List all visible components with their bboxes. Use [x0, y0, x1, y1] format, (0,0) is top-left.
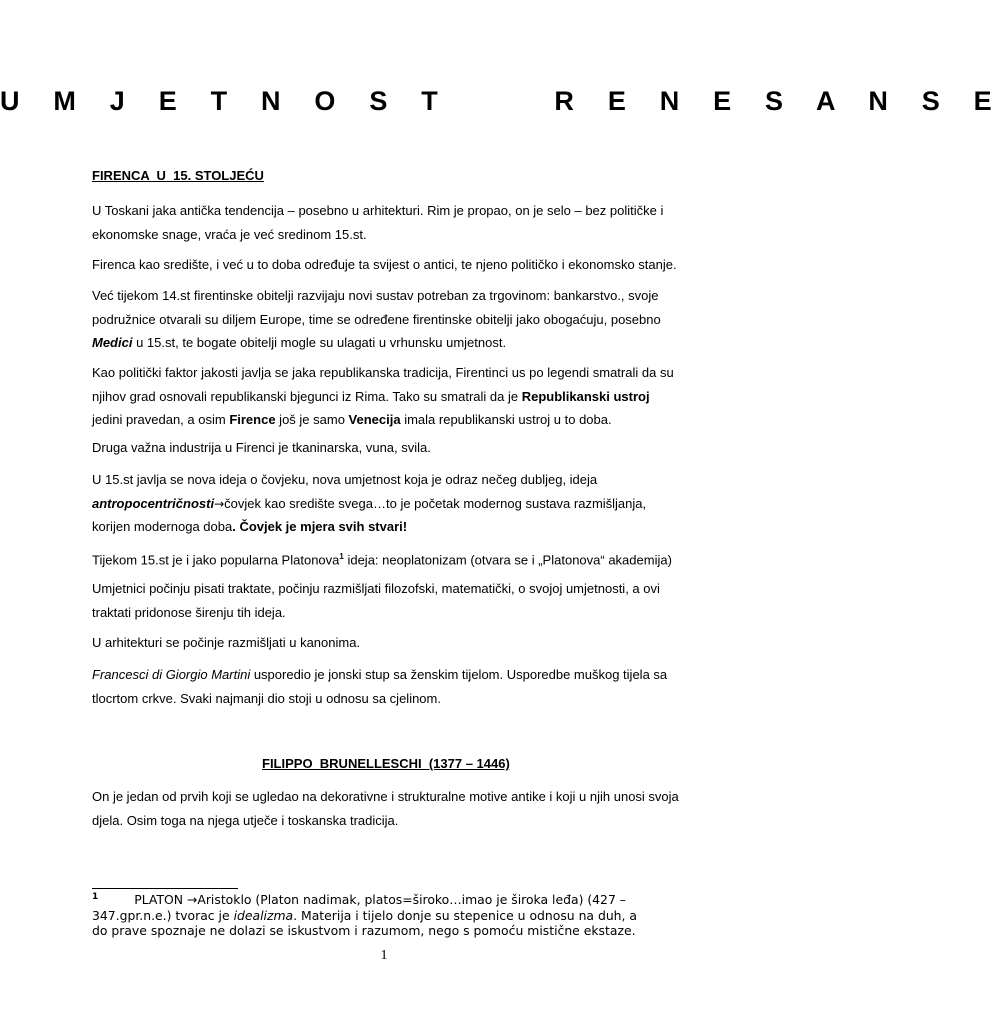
paragraph-line: U Toskani jaka antička tendencija – posebno u arhitekturi. Rim je propao, on je selo – bez političke i [92, 203, 664, 218]
paragraph-text: korijen modernoga doba [92, 519, 233, 534]
bold-term: Republikanski ustroj [521, 388, 650, 404]
footnote-text: Aristoklo (Platon nadimak, platos=široko…imao je široka leđa) (427 – [197, 892, 626, 908]
footnote-separator [92, 888, 238, 889]
section-heading-brunelleschi: FILIPPO BRUNELLESCHI (1377 – 1446) [262, 756, 510, 771]
paragraph-text: imala republikanski ustroj u to doba. [400, 412, 612, 427]
italic-name: Francesci di Giorgio Martini [92, 667, 251, 682]
paragraph-firenca-srediste [92, 253, 682, 277]
bold-term: Firence [229, 412, 276, 427]
footnote-reference[interactable]: 1 [339, 552, 344, 561]
paragraph-brunelleschi [92, 785, 682, 832]
right-arrow-icon: → [214, 496, 225, 511]
paragraph-line [92, 408, 682, 432]
section-heading-firenca: FIRENCA U 15. STOLJEĆU [92, 168, 264, 183]
paragraph-line: U arhitekturi se počinje razmišljati u kanonima. [92, 635, 361, 650]
paragraph-line: Već tijekom 14.st firentinske obitelji razvijaju novi sustav potreban za trgovinom: bankarstvo., svoje [92, 288, 659, 303]
paragraph-text: čovjek kao središte svega…to je početak modernog sustava razmišljanja, [224, 495, 647, 511]
paragraph-line [92, 331, 682, 355]
paragraph-line: Firenca kao središte, i već u to doba određuje ta svijest o antici, te njeno političko i ekonomsko stanje. [92, 257, 677, 272]
footnote-line [92, 890, 692, 908]
footnote-italic: idealizma [233, 907, 294, 923]
paragraph-republika [92, 361, 682, 432]
paragraph-line [92, 663, 682, 687]
paragraph-text: jedini pravedan, a osim [92, 412, 230, 427]
paragraph-antropocentricnost [92, 468, 682, 539]
footnote [92, 890, 692, 939]
paragraph-line [92, 492, 682, 516]
paragraph-text: u 15.st, te bogate obitelji mogle su ulagati u vrhunsku umjetnost. [132, 335, 507, 350]
bold-term: Venecija [348, 412, 401, 427]
paragraph-line [92, 515, 682, 539]
footnote-line: do prave spoznaje ne dolazi se iskustvom i razumom, nego s pomoću mistične ekstaze. [92, 923, 636, 939]
footnote-text: 347.gpr.n.e.) tvorac je [92, 907, 234, 923]
paragraph-line [92, 385, 682, 409]
paragraph-line: tlocrtom crkve. Svaki najmanji dio stoji u odnosu sa cjelinom. [92, 690, 441, 706]
paragraph-traktati [92, 577, 682, 624]
footnote-text: . Materija i tijelo donje su stepenice u odnosu na duh, a [293, 907, 637, 923]
document-title: U M J E T N O S T R E N E S A N S E [0, 86, 1005, 116]
paragraph-bankarstvo [92, 284, 682, 355]
paragraph-text: još je samo [275, 412, 349, 427]
paragraph-toskana [92, 199, 682, 246]
paragraph-line: On je jedan od prvih koji se ugledao na dekorativne i strukturalne motive antike i koji u njih unosi svoja [92, 789, 679, 804]
paragraph-text: njihov grad osnovali republikanski bjegunci iz Rima. Tako su smatrali da je [92, 388, 522, 404]
paragraph-line: ekonomske snage, vraća je već sredinom 15.st. [92, 226, 367, 242]
paragraph-line: Kao politički faktor jakosti javlja se jaka republikanska tradicija, Firentinci us po legendi smatrali da su [92, 365, 674, 380]
paragraph-line [92, 545, 682, 569]
bold-term: . Čovjek je mjera svih stvari! [232, 519, 408, 534]
paragraph-industrija [92, 436, 682, 460]
paragraph-text: Tijekom 15.st je i jako popularna Platonova [92, 552, 340, 568]
paragraph-line: U 15.st javlja se nova ideja o čovjeku, nova umjetnost koja je odraz nečeg dubljeg, ideja [92, 472, 598, 487]
paragraph-line: Druga važna industrija u Firenci je tkaninarska, vuna, svila. [92, 440, 431, 455]
paragraph-text: ideja: neoplatonizam (otvara se i „Platonova“ akademija) [343, 552, 672, 568]
footnote-line [92, 908, 692, 924]
paragraph-martini [92, 663, 682, 710]
paragraph-line: podružnice otvarali su diljem Europe, time se određene firentinske obitelji jako obogaćuju, posebno [92, 311, 661, 327]
medici-emphasis: Medici [92, 335, 133, 350]
paragraph-line: Umjetnici počinju pisati traktate, počinju razmišljati filozofski, matematički, o svojoj umjetnosti, a ovi [92, 581, 660, 596]
bold-italic-term: antropocentričnosti [92, 495, 215, 511]
paragraph-platon [92, 545, 682, 569]
right-arrow-icon: → [186, 892, 198, 908]
paragraph-text: usporedio je jonski stup sa ženskim tijelom. Usporedbe muškog tijela sa [250, 667, 668, 682]
footnote-text: PLATON [134, 892, 187, 908]
footnote-mark: 1 [92, 892, 99, 902]
paragraph-line: traktati pridonose širenju tih ideja. [92, 604, 286, 620]
paragraph-line: djela. Osim toga na njega utječe i toskanska tradicija. [92, 812, 399, 828]
page-number: 1 [380, 948, 388, 963]
paragraph-kanoni [92, 631, 682, 655]
